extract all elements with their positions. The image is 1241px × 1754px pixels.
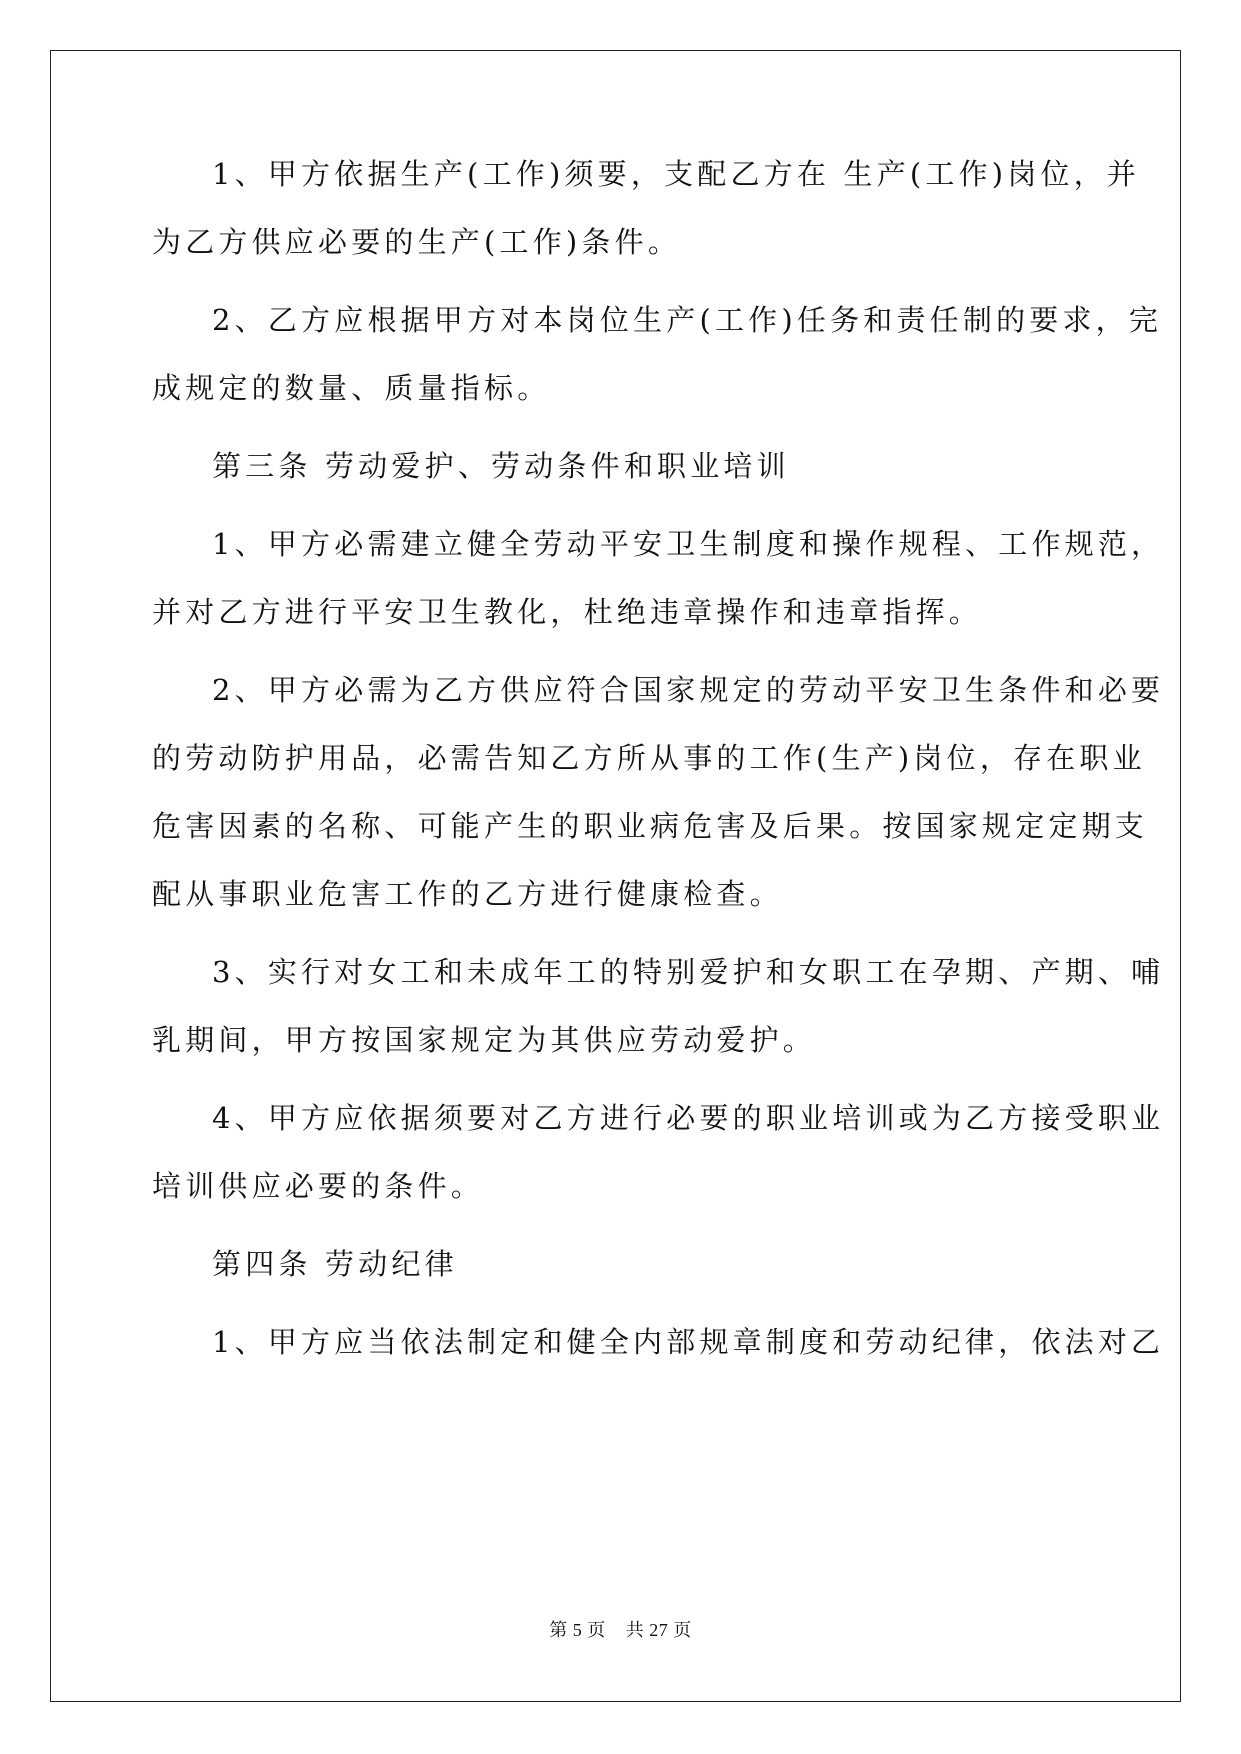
paragraph-line: 乳期间，甲方按国家规定为其供应劳动爱护。: [152, 1023, 817, 1057]
paragraph-line: 为乙方供应必要的生产(工作)条件。: [152, 225, 682, 259]
page-total: 共 27 页: [625, 1620, 692, 1640]
paragraph-line: 4、甲方应依据须要对乙方进行必要的职业培训或为乙方接受职业: [212, 1101, 1165, 1135]
paragraph-line: 1、甲方必需建立健全劳动平安卫生制度和操作规程、工作规范，: [212, 527, 1165, 561]
paragraph-line: 1、甲方依据生产(工作)须要，支配乙方在 生产(工作)岗位，并: [212, 157, 1141, 191]
paragraph-line: 并对乙方进行平安卫生教化，杜绝违章操作和违章指挥。: [152, 595, 983, 629]
paragraph-line: 成规定的数量、质量指标。: [152, 371, 551, 405]
page-number: 第 5 页: [549, 1620, 606, 1640]
paragraph-line: 配从事职业危害工作的乙方进行健康检查。: [152, 877, 783, 911]
paragraph-line: 的劳动防护用品，必需告知乙方所从事的工作(生产)岗位，存在职业: [152, 741, 1146, 775]
paragraph-line: 3、实行对女工和未成年工的特别爱护和女职工在孕期、产期、哺: [212, 955, 1165, 989]
page-border: [50, 50, 1181, 1702]
paragraph-line: 危害因素的名称、可能产生的职业病危害及后果。按国家规定定期支: [152, 809, 1149, 843]
section-heading: 第三条 劳动爱护、劳动条件和职业培训: [212, 449, 790, 483]
paragraph-line: 培训供应必要的条件。: [152, 1169, 485, 1203]
paragraph-line: 1、甲方应当依法制定和健全内部规章制度和劳动纪律，依法对乙: [212, 1325, 1165, 1359]
paragraph-line: 2、甲方必需为乙方供应符合国家规定的劳动平安卫生条件和必要: [212, 673, 1165, 707]
page-footer: [0, 1616, 1241, 1642]
paragraph-line: 2、乙方应根据甲方对本岗位生产(工作)任务和责任制的要求，完: [212, 303, 1163, 337]
section-heading: 第四条 劳动纪律: [212, 1247, 458, 1281]
